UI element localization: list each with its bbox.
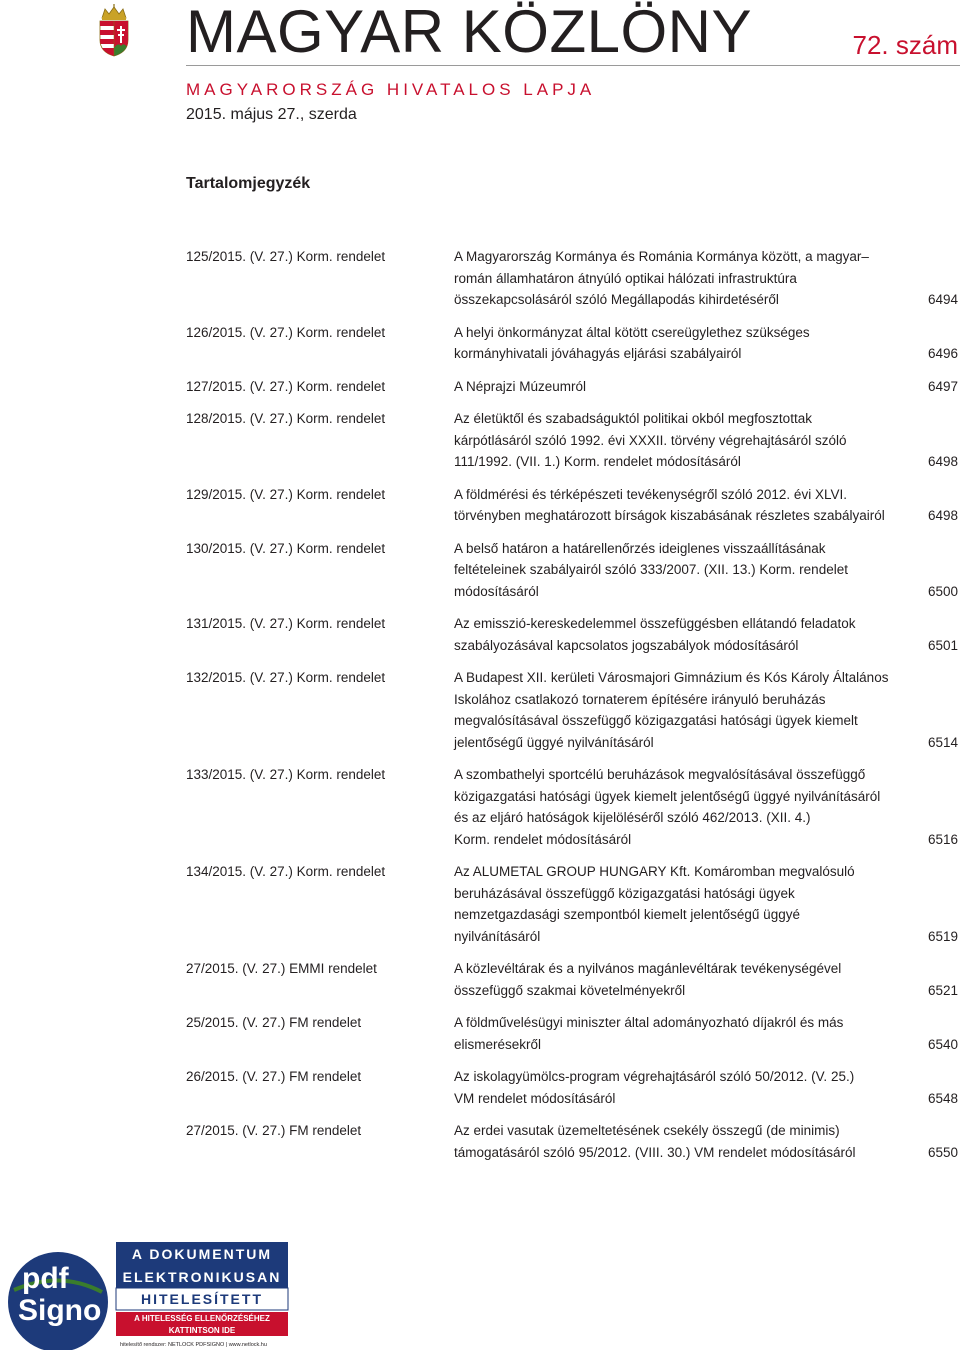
toc-entry-line-text: Az emisszió-kereskedelemmel összefüggésben ellátandó feladatok — [454, 616, 856, 631]
toc-entry-line-text: A földművelésügyi miniszter által adományozható díjakról és más — [454, 1015, 844, 1030]
toc-entry-description — [454, 613, 958, 656]
toc-entry[interactable] — [186, 764, 958, 850]
toc-entry-line-text: Az életüktől és szabadságuktól politikai okból megfosztottak — [454, 411, 812, 426]
toc-entry-line — [454, 430, 958, 452]
badge-line-3: HITELESÍTETT — [141, 1291, 263, 1307]
toc-entry-description — [454, 376, 958, 398]
toc-entry-page-number: 6521 — [927, 982, 958, 998]
toc-entry-line — [454, 322, 958, 344]
toc-entry-line-text: A Budapest XII. kerületi Városmajori Gimnázium és Kós Károly Általános — [454, 670, 889, 685]
toc-entry-line-text: beruházásával összefüggő közigazgatási hatósági ügyek — [454, 885, 795, 901]
toc-heading: Tartalomjegyzék — [186, 175, 311, 192]
toc-entry-reference: 127/2015. (V. 27.) Korm. rendelet — [186, 378, 386, 394]
toc-entry-reference: 26/2015. (V. 27.) FM rendelet — [186, 1069, 362, 1084]
toc-entry-line — [454, 1034, 958, 1056]
toc-entry-line-text: módosításáról — [454, 583, 539, 599]
toc-entry-page-number: 6519 — [927, 928, 958, 944]
toc-entry-line-text: kárpótlásáról szóló 1992. évi XXXII. törvény végrehajtásáról szóló — [454, 432, 847, 448]
toc-entry[interactable] — [186, 538, 958, 603]
toc-entry-line — [454, 732, 958, 754]
toc-entry-line — [454, 1066, 958, 1088]
toc-entry-line — [454, 343, 958, 365]
toc-entry-line-text: VM rendelet módosításáról — [454, 1090, 616, 1106]
toc-entry-page-number: 6498 — [927, 454, 958, 469]
toc-entry-description — [454, 484, 958, 527]
toc-entry-description — [454, 958, 958, 1001]
toc-entry-line — [454, 376, 958, 398]
toc-entry-line — [454, 246, 958, 268]
toc-entry-line-text: Az ALUMETAL GROUP HUNGARY Kft. Komáromban megvalósuló — [454, 864, 855, 879]
toc-entry-reference: 128/2015. (V. 27.) Korm. rendelet — [186, 411, 386, 426]
toc-entry-line-text: nyilvánításáról — [454, 928, 541, 944]
toc-entry-line — [454, 505, 958, 527]
toc-entry[interactable] — [186, 613, 958, 656]
toc-entry[interactable] — [186, 1066, 958, 1109]
toc-entry-line-text: kormányhivatali jóváhagyás eljárási szabályairól — [454, 346, 742, 361]
toc-entry-page-number: 6497 — [927, 378, 958, 394]
toc-entry-page-number: 6516 — [927, 831, 958, 847]
toc-entry-line-text: feltételeinek szabályairól szóló 333/2007. (XII. 13.) Korm. rendelet — [454, 562, 848, 577]
toc-entry-page-number: 6498 — [927, 508, 958, 523]
toc-entry-line — [454, 829, 958, 851]
issue-number: 72. szám — [852, 30, 958, 60]
toc-entry[interactable] — [186, 1120, 958, 1163]
toc-entry[interactable] — [186, 861, 958, 947]
toc-entry-description — [454, 764, 958, 850]
toc-entry-description — [454, 1120, 958, 1163]
toc-entry-line — [454, 1120, 958, 1142]
toc-entry-line-text: és az eljáró hatóságok kijelöléséről szóló 462/2013. (XII. 4.) — [454, 810, 811, 825]
toc-entry-description — [454, 246, 958, 311]
toc-entry-line — [454, 538, 958, 560]
toc-entry-description — [454, 861, 958, 947]
toc-entry-line — [454, 451, 958, 473]
toc-entry-line — [454, 710, 958, 732]
toc-entry-reference: 25/2015. (V. 27.) FM rendelet — [186, 1015, 362, 1030]
toc-entry-reference: 132/2015. (V. 27.) Korm. rendelet — [186, 670, 386, 685]
toc-entry-line — [454, 408, 958, 430]
toc-entry-line — [454, 289, 958, 311]
toc-entry-line — [454, 613, 958, 635]
toc-entry-line-text: A Magyarország Kormánya és Románia Kormánya között, a magyar– — [454, 249, 869, 264]
toc-entry-reference: 133/2015. (V. 27.) Korm. rendelet — [186, 767, 386, 782]
toc-entry-page-number: 6501 — [927, 637, 958, 653]
toc-entry-line — [454, 980, 958, 1002]
toc-entry-line — [454, 786, 958, 808]
toc-entry-line-text: A Néprajzi Múzeumról — [454, 378, 587, 394]
toc-entry-line — [454, 667, 958, 689]
pdfsigno-authentication-badge[interactable] — [0, 1200, 290, 1350]
toc-entry-line — [454, 1142, 958, 1164]
toc-entry-line — [454, 807, 958, 829]
toc-entry[interactable] — [186, 484, 958, 527]
toc-entry-line-text: szabályozásával kapcsolatos jogszabályok módosításáról — [454, 637, 799, 653]
toc-entry-reference: 27/2015. (V. 27.) EMMI rendelet — [186, 961, 377, 976]
toc-entry-line-text: A helyi önkormányzat által kötött csereügylethez szükséges — [454, 324, 810, 340]
badge-footer: hitelesítő rendszer: NETLOCK PDFSIGNO | www.netlock.hu — [120, 1342, 267, 1348]
toc-entry-line — [454, 581, 958, 603]
toc-entry-page-number: 6540 — [927, 1036, 958, 1052]
toc-entry-line — [454, 904, 958, 926]
toc-entry-line — [454, 861, 958, 883]
toc-entry-line-text: Korm. rendelet módosításáról — [454, 831, 632, 847]
badge-line-1: A DOKUMENTUM — [131, 1246, 273, 1262]
toc-entry-line-text: Az erdei vasutak üzemeltetésének csekély összegű (de minimis) — [454, 1123, 840, 1138]
toc-entry-page-number: 6496 — [927, 346, 958, 361]
toc-entry-line — [454, 958, 958, 980]
publication-title: MAGYAR KÖZLÖNY — [186, 0, 752, 65]
toc-entry-line — [454, 1012, 958, 1034]
badge-line-5: KATTINTSON IDE — [168, 1326, 236, 1335]
toc-entry-page-number: 6550 — [927, 1144, 958, 1160]
toc-entry-line — [454, 268, 958, 290]
toc-entry-description — [454, 1066, 958, 1109]
toc-entry[interactable] — [186, 246, 958, 311]
toc-entry-reference: 130/2015. (V. 27.) Korm. rendelet — [186, 540, 386, 556]
toc-entry-page-number: 6494 — [927, 292, 958, 307]
toc-entry-line-text: román államhatáron átnyúló optikai hálózati infrastruktúra — [454, 270, 797, 286]
toc-entry-line — [454, 635, 958, 657]
toc-entry-line — [454, 559, 958, 581]
toc-entry-line-text: Iskolához csatlakozó tornaterem építésére irányuló beruházás — [454, 691, 826, 707]
publication-subtitle: MAGYARORSZÁG HIVATALOS LAPJA — [186, 80, 596, 99]
toc-entry-line — [454, 926, 958, 948]
toc-entry-description — [454, 667, 958, 753]
toc-entry-reference: 134/2015. (V. 27.) Korm. rendelet — [186, 864, 386, 879]
toc-entry-line — [454, 1088, 958, 1110]
toc-entry-line-text: A belső határon a határellenőrzés ideiglenes visszaállításának — [454, 540, 826, 556]
toc-entry-reference: 129/2015. (V. 27.) Korm. rendelet — [186, 486, 386, 502]
toc-entry-line — [454, 484, 958, 506]
table-of-contents — [186, 246, 958, 1174]
coat-of-arms-icon — [96, 4, 132, 58]
toc-entry-line-text: megvalósításával összefüggő közigazgatási hatósági ügyek kiemelt — [454, 713, 858, 728]
toc-entry[interactable] — [186, 667, 958, 753]
toc-entry-page-number: 6514 — [927, 734, 958, 750]
toc-entry-line-text: A szombathelyi sportcélú beruházások megvalósításával összefüggő — [454, 767, 866, 782]
toc-entry-description — [454, 1012, 958, 1055]
toc-entry-reference: 27/2015. (V. 27.) FM rendelet — [186, 1123, 362, 1138]
toc-entry-line-text: összefüggő szakmai követelményekről — [454, 982, 686, 998]
toc-entry-line-text: törvényben meghatározott bírságok kiszabásának részletes szabályairól — [454, 508, 885, 523]
toc-entry-description — [454, 538, 958, 603]
logo-bottom-text: Signo — [18, 1294, 102, 1327]
toc-entry-line-text: közigazgatási hatósági ügyek kiemelt jelentőségű üggyé nyilvánításáról — [454, 788, 881, 804]
toc-entry-line-text: jelentőségű üggyé nyilvánításáról — [454, 734, 654, 750]
toc-entry-line-text: támogatásáról szóló 95/2012. (VIII. 30.) VM rendelet módosításáról — [454, 1144, 856, 1160]
toc-entry[interactable] — [186, 322, 958, 365]
toc-entry-line-text: 111/1992. (VII. 1.) Korm. rendelet módosításáról — [454, 454, 741, 469]
badge-line-2: ELEKTRONIKUSAN — [122, 1269, 282, 1285]
toc-entry-line-text: elismerésekről — [454, 1036, 542, 1052]
toc-entry-reference: 131/2015. (V. 27.) Korm. rendelet — [186, 616, 386, 631]
toc-entry[interactable] — [186, 376, 958, 398]
toc-entry-line-text: Az iskolagyümölcs-program végrehajtásáról szóló 50/2012. (V. 25.) — [454, 1069, 855, 1084]
toc-entry-reference: 125/2015. (V. 27.) Korm. rendelet — [186, 249, 386, 264]
logo-top-text: pdf — [22, 1262, 69, 1295]
toc-entry-line-text: nemzetgazdasági szempontból kiemelt jelentőségű üggyé — [454, 907, 800, 922]
toc-entry-description — [454, 408, 958, 473]
publication-date: 2015. május 27., szerda — [186, 106, 357, 123]
badge-line-4: A HITELESSÉG ELLENŐRZÉSÉHEZ — [134, 1314, 270, 1323]
toc-entry-line — [454, 883, 958, 905]
toc-entry-line — [454, 689, 958, 711]
toc-entry-page-number: 6500 — [927, 583, 958, 599]
toc-entry[interactable] — [186, 408, 958, 473]
toc-entry-line-text: A földmérési és térképészeti tevékenységről szóló 2012. évi XLVI. — [454, 486, 847, 502]
toc-entry-line-text: összekapcsolásáról szóló Megállapodás kihirdetéséről — [454, 292, 779, 307]
toc-entry-page-number: 6548 — [927, 1090, 958, 1106]
toc-entry-line-text: A közlevéltárak és a nyilvános magánlevéltárak tevékenységével — [454, 961, 842, 976]
toc-entry[interactable] — [186, 958, 958, 1001]
toc-entry-description — [454, 322, 958, 365]
toc-entry-line — [454, 764, 958, 786]
toc-entry[interactable] — [186, 1012, 958, 1055]
header-divider — [186, 65, 960, 66]
toc-entry-reference: 126/2015. (V. 27.) Korm. rendelet — [186, 324, 386, 340]
